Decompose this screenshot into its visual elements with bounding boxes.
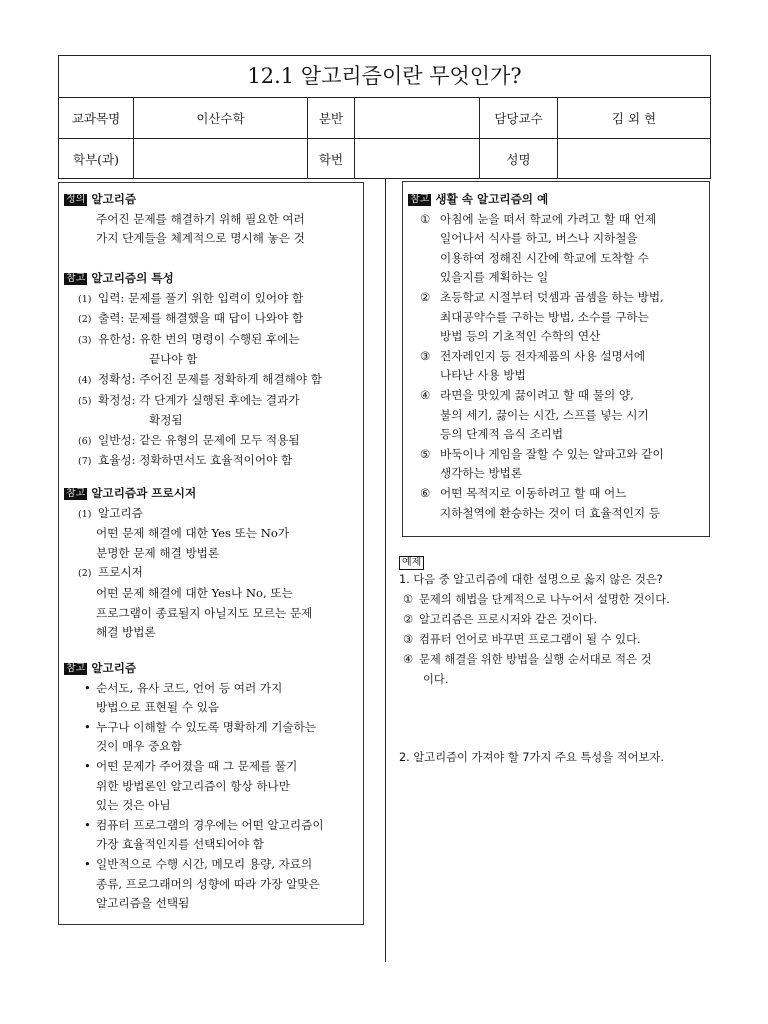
bullet: • bbox=[84, 817, 91, 832]
property-item-cont: 끝나야 함 bbox=[149, 352, 198, 367]
page-title: 12.1 알고리즘이란 무엇인가? bbox=[59, 56, 710, 98]
example-line: 일어나서 식사를 하고, 버스나 지하철을 bbox=[440, 231, 638, 246]
item-number: (7) bbox=[78, 456, 92, 468]
bullet-line: 위한 방법론인 알고리즘이 항상 하나만 bbox=[96, 778, 290, 793]
circled-number: ③ bbox=[420, 348, 431, 363]
student-id-label: 학번 bbox=[308, 138, 355, 179]
life-examples-section bbox=[408, 190, 664, 523]
course-value: 이산수학 bbox=[134, 97, 308, 138]
bullet: • bbox=[84, 856, 91, 871]
example-line: 있을지를 계획하는 일 bbox=[440, 270, 549, 285]
properties-section bbox=[64, 269, 322, 472]
item-number: (2) bbox=[78, 314, 92, 326]
item-number: (1) bbox=[78, 508, 92, 520]
example-line: 어떤 목적지로 이동하려고 할 때 어느 bbox=[440, 485, 627, 500]
name-label: 성명 bbox=[480, 138, 558, 179]
bullet: • bbox=[84, 758, 91, 773]
student-id-value[interactable] bbox=[355, 138, 480, 179]
header-row-course bbox=[59, 97, 710, 139]
bullet-line: 어떤 문제가 주어졌을 때 그 문제를 풀기 bbox=[96, 758, 298, 773]
bullet: • bbox=[84, 719, 91, 734]
circled-number: ⑥ bbox=[420, 485, 431, 500]
circled-number: ⑤ bbox=[420, 446, 431, 461]
department-label: 학부(과) bbox=[59, 138, 134, 179]
exercise-section bbox=[399, 556, 670, 690]
choice-number: ④ bbox=[403, 653, 414, 666]
choice-text[interactable]: 컴퓨터 언어로 바꾸면 프로그램이 될 수 있다. bbox=[419, 633, 641, 646]
property-item: 정확성: 주어진 문제를 정확하게 해결해야 함 bbox=[98, 371, 322, 386]
question-2: 2. 알고리즘이 가져야 할 7가지 주요 특성을 적어보자. bbox=[399, 751, 664, 764]
choice-number: ③ bbox=[403, 633, 414, 646]
choice-number: ① bbox=[403, 593, 414, 606]
example-line: 불의 세기, 끓이는 시간, 스프를 넣는 시기 bbox=[440, 407, 649, 422]
example-line: 라면을 맛있게 끓이려고 할 때 물의 양, bbox=[440, 387, 634, 402]
circled-number: ② bbox=[420, 289, 431, 304]
professor-value: 김 외 현 bbox=[611, 110, 657, 126]
property-item: 확정성: 각 단계가 실행된 후에는 결과가 bbox=[98, 392, 300, 407]
item-number: (2) bbox=[78, 568, 92, 580]
property-item-cont: 확정됨 bbox=[149, 413, 183, 428]
item-number: (5) bbox=[78, 395, 92, 407]
choice-text[interactable]: 문제 해결을 위한 방법을 실행 순서대로 적은 것 bbox=[419, 653, 652, 666]
algorithm-line: 어떤 문제 해결에 대한 Yes 또는 No가 bbox=[96, 526, 290, 541]
example-line: 최대공약수를 구하는 방법, 소수를 구하는 bbox=[440, 309, 649, 324]
properties-heading: 알고리즘의 특성 bbox=[91, 271, 174, 285]
bullet-line: 있는 것은 아님 bbox=[96, 798, 171, 813]
example-line: 이용하여 정해진 시간에 학교에 도착할 수 bbox=[440, 250, 649, 265]
bullet-line: 누구나 이해할 수 있도록 명확하게 기술하는 bbox=[96, 719, 317, 734]
bullet-line: 순서도, 유사 코드, 언어 등 여러 가지 bbox=[96, 680, 283, 695]
algorithm-line: 분명한 문제 해결 방법론 bbox=[96, 545, 220, 560]
bullet: • bbox=[84, 680, 91, 695]
department-value[interactable] bbox=[134, 138, 308, 179]
bullet-line: 컴퓨터 프로그램의 경우에는 어떤 알고리즘이 bbox=[96, 817, 324, 832]
definition-line: 가지 단계들을 체계적으로 명시해 놓은 것 bbox=[96, 231, 305, 246]
example-line: 지하철역에 환승하는 것이 더 효율적인지 등 bbox=[440, 505, 661, 520]
column-divider bbox=[385, 179, 386, 962]
procedure-heading: 알고리즘과 프로시저 bbox=[91, 486, 197, 500]
bullet-line: 일반적으로 수행 시간, 메모리 용량, 자료의 bbox=[96, 856, 313, 871]
example-line: 전자레인지 등 전자제품의 사용 설명서에 bbox=[440, 348, 646, 363]
circled-number: ① bbox=[420, 211, 431, 226]
property-item: 유한성: 유한 번의 명령이 수행된 후에는 bbox=[98, 331, 300, 346]
algorithm-notes-section bbox=[64, 659, 324, 914]
item-number: (1) bbox=[78, 293, 92, 305]
property-item: 입력: 문제를 풀기 위한 입력이 있어야 함 bbox=[98, 290, 304, 305]
choice-number: ② bbox=[403, 613, 414, 626]
example-line: 아침에 눈을 떠서 학교에 가려고 할 때 언제 bbox=[440, 211, 657, 226]
procedure-subtitle: 프로시저 bbox=[98, 565, 143, 580]
bullet-line: 알고리즘을 선택됨 bbox=[96, 896, 190, 911]
note-tag: 참고 bbox=[410, 194, 430, 205]
note-tag: 참고 bbox=[66, 663, 86, 674]
algorithm-notes-heading: 알고리즘 bbox=[91, 661, 137, 675]
property-item: 효율성: 정확하면서도 효율적이어야 함 bbox=[98, 453, 293, 468]
example-line: 방법 등의 기초적인 수학의 연산 bbox=[440, 329, 601, 344]
choice-text-cont: 이다. bbox=[423, 673, 449, 686]
algorithm-subtitle: 알고리즘 bbox=[98, 505, 143, 520]
course-label: 교과목명 bbox=[59, 97, 134, 138]
bullet-line: 종류, 프로그래머의 성향에 따라 가장 알맞은 bbox=[96, 876, 320, 891]
property-item: 출력: 문제를 해결했을 때 답이 나와야 함 bbox=[98, 311, 304, 326]
procedure-line: 해결 방법론 bbox=[96, 625, 156, 640]
circled-number: ④ bbox=[420, 387, 431, 402]
name-value[interactable] bbox=[558, 138, 710, 179]
bullet-line: 것이 매우 중요함 bbox=[96, 739, 182, 754]
choice-text[interactable]: 문제의 해법을 단계적으로 나누어서 설명한 것이다. bbox=[419, 593, 670, 606]
definition-heading: 알고리즘 bbox=[91, 192, 137, 206]
example-line: 생각하는 방법론 bbox=[440, 466, 523, 481]
bullet-line: 가장 효율적인지를 선택되어야 함 bbox=[96, 837, 264, 852]
class-label: 분반 bbox=[308, 97, 355, 138]
definition-section bbox=[64, 190, 305, 249]
choice-text[interactable]: 알고리즘은 프로시저와 같은 것이다. bbox=[419, 613, 598, 626]
procedure-line: 프로그램이 종료될지 아닐지도 모르는 문제 bbox=[96, 605, 313, 620]
example-line: 초등학교 시절부터 덧셈과 곱셈을 하는 방법, bbox=[440, 289, 664, 304]
property-item: 일반성: 같은 유형의 문제에 모두 적용됨 bbox=[98, 432, 300, 447]
class-value[interactable] bbox=[355, 97, 480, 138]
question-1: 1. 다음 중 알고리즘에 대한 설명으로 옳지 않은 것은? bbox=[399, 573, 663, 586]
item-number: (3) bbox=[78, 334, 92, 346]
item-number: (6) bbox=[78, 435, 92, 447]
life-examples-heading: 생활 속 알고리즘의 예 bbox=[435, 192, 549, 206]
note-tag: 참고 bbox=[66, 488, 86, 499]
header-row-student bbox=[59, 138, 710, 179]
procedure-line: 어떤 문제 해결에 대한 Yes나 No, 또는 bbox=[96, 585, 293, 600]
item-number: (4) bbox=[78, 374, 92, 386]
bullet-line: 방법으로 표현될 수 있음 bbox=[96, 700, 220, 715]
definition-line: 주어진 문제를 해결하기 위해 필요한 여러 bbox=[96, 211, 305, 226]
example-line: 등의 단계적 음식 조리법 bbox=[440, 427, 564, 442]
procedure-section bbox=[64, 484, 312, 643]
definition-tag: 정의 bbox=[66, 194, 86, 205]
header-table bbox=[58, 55, 711, 179]
exercise-tag: 예제 bbox=[399, 556, 424, 570]
example-line: 나타난 사용 방법 bbox=[440, 368, 526, 383]
example-line: 바둑이나 게임을 잘할 수 있는 알파고와 같이 bbox=[440, 446, 664, 461]
professor-label: 담당교수 bbox=[480, 97, 558, 138]
note-tag: 참고 bbox=[66, 273, 86, 284]
